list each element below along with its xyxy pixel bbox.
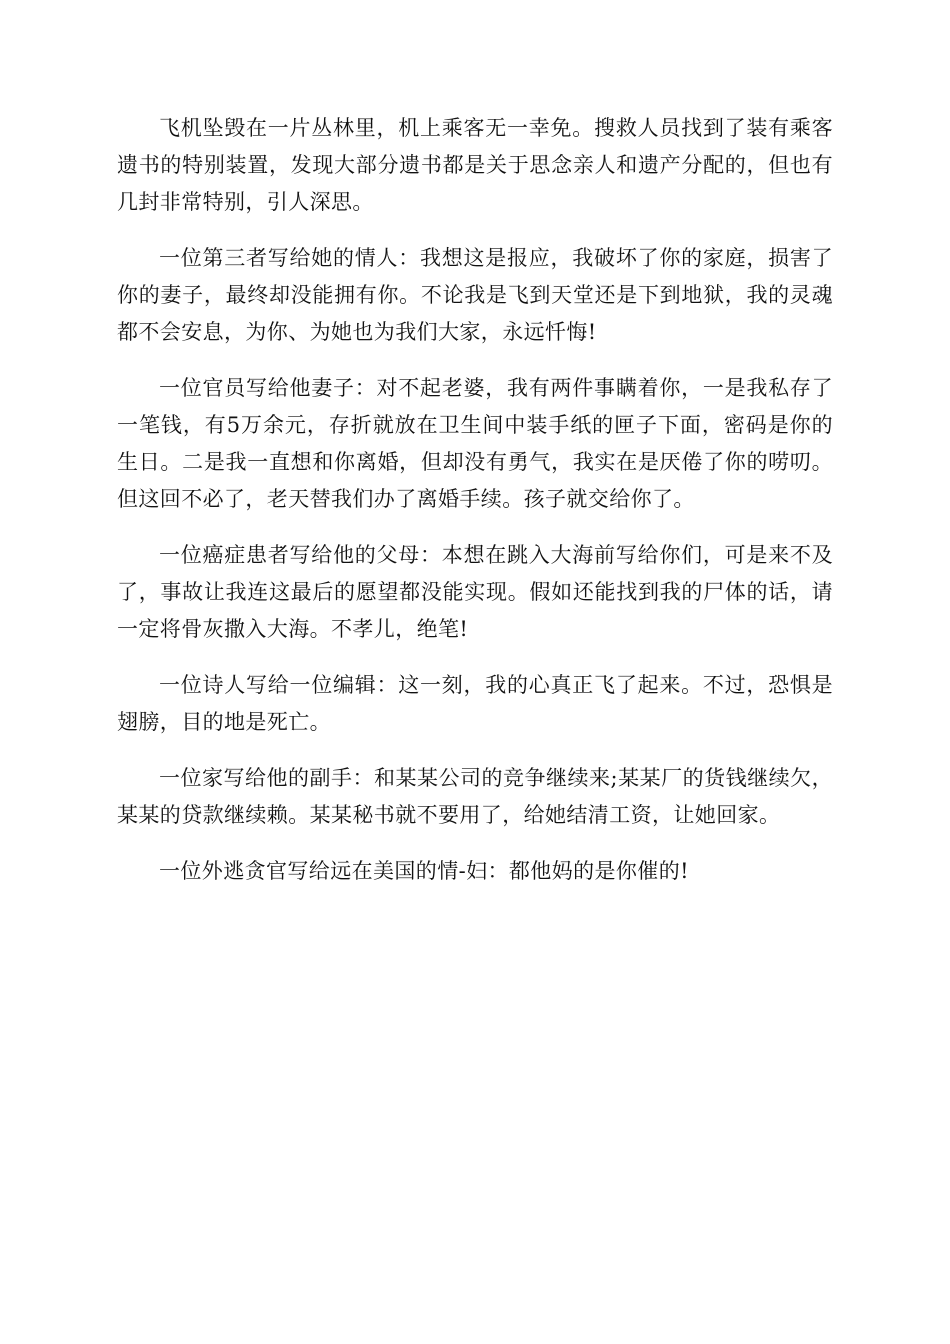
paragraph-boss-letter: 一位家写给他的副手：和某某公司的竞争继续来;某某厂的货钱继续欠，某某的贷款继续赖。某某秘书就不要用了，给她结清工资，让她回家。 (117, 766, 833, 827)
paragraph-third-party-letter: 一位第三者写给她的情人：我想这是报应，我破坏了你的家庭，损害了你的妻子，最终却没能拥有你。不论我是飞到天堂还是下到地狱，我的灵魂都不会安息，为你、为她也为我们大家，永远忏悔! (117, 246, 833, 344)
paragraph-intro: 飞机坠毁在一片丛林里，机上乘客无一幸免。搜救人员找到了装有乘客遗书的特别装置，发现大部分遗书都是关于思念亲人和遗产分配的，但也有几封非常特别，引人深思。 (117, 116, 833, 214)
paragraph-poet-letter: 一位诗人写给一位编辑：这一刻，我的心真正飞了起来。不过，恐惧是翅膀，目的地是死亡。 (117, 673, 833, 734)
document-body (117, 110, 833, 909)
paragraph-cancer-patient-letter: 一位癌症患者写给他的父母：本想在跳入大海前写给你们，可是来不及了，事故让我连这最后的愿望都没能实现。假如还能找到我的尸体的话，请一定将骨灰撒入大海。不孝儿，绝笔! (117, 543, 833, 641)
paragraph-official-letter: 一位官员写给他妻子：对不起老婆，我有两件事瞒着你，一是我私存了一笔钱，有5万余元，存折就放在卫生间中装手纸的匣子下面，密码是你的生日。二是我一直想和你离婚，但却没有勇气，我实在是厌倦了你的唠叨。但这回不必了，老天替我们办了离婚手续。孩子就交给你了。 (117, 376, 833, 511)
paragraph-corrupt-official-letter: 一位外逃贪官写给远在美国的情-妇：都他妈的是你催的! (159, 859, 689, 883)
